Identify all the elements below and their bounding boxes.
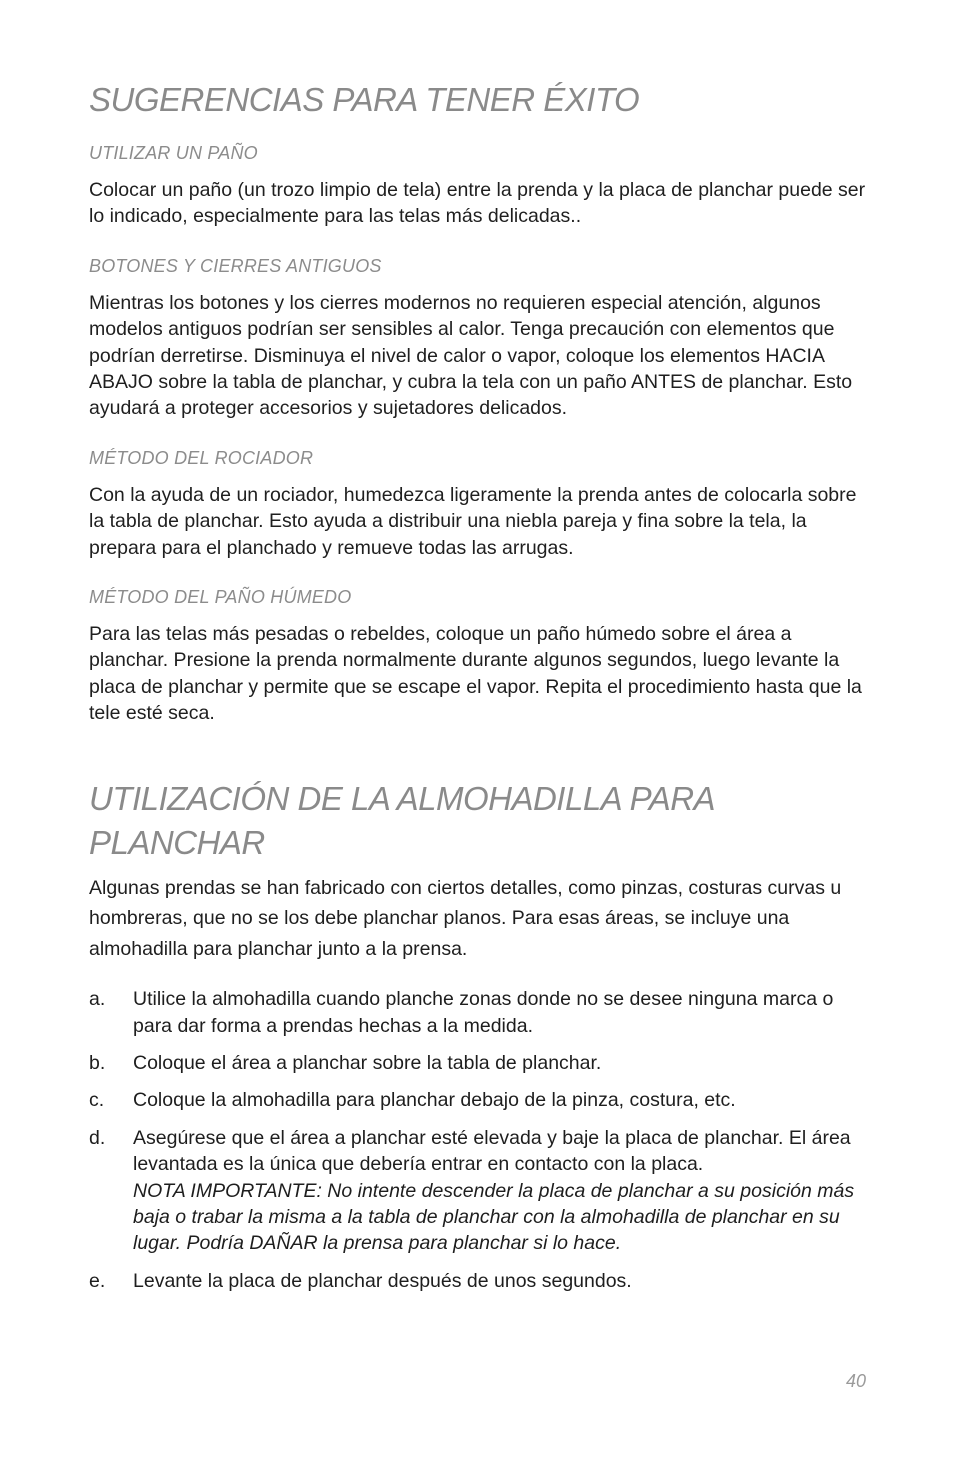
list-marker: b. bbox=[89, 1052, 106, 1074]
steps-list bbox=[89, 986, 875, 1294]
list-marker: c. bbox=[89, 1089, 105, 1112]
list-item-body bbox=[133, 1125, 875, 1257]
paragraph-pad-intro: Algunas prendas se han fabricado con ciertos detalles, como pinzas, costuras curvas u hombreras, que no se los debe planchar planos. Para esas áreas, se incluye una almohadilla para planchar junto a la prensa. bbox=[89, 876, 842, 960]
subheading-cloth: UTILIZAR UN PAÑO bbox=[89, 143, 258, 163]
paragraph-cloth: Colocar un paño (un trozo limpio de tela) entre la prenda y la placa de planchar puede ser lo indicado, especialmente para las telas más delicadas.. bbox=[89, 179, 866, 228]
list-item-text: Coloque la almohadilla para planchar debajo de la pinza, costura, etc. bbox=[133, 1089, 736, 1112]
subheading-damp-cloth: MÉTODO DEL PAÑO HÚMEDO bbox=[89, 587, 352, 608]
list-marker: d. bbox=[89, 1126, 106, 1149]
paragraph-buttons: Mientras los botones y los cierres modernos no requieren especial atención, algunos modelos antiguos podrían ser sensibles al calor. Tenga precaución con elementos que podrían derretirse. Disminuya el nivel de calor o vapor, coloque los elementos HACIA ABAJO sobre la tabla de planchar, y cubra la tela con un paño ANTES de planchar. Esto ayudará a proteger accesorios y sujetadores delicados. bbox=[89, 291, 853, 420]
section-title-tips: SUGERENCIAS PARA TENER ÉXITO bbox=[89, 81, 640, 118]
list-marker: e. bbox=[89, 1269, 106, 1292]
list-item bbox=[89, 1087, 875, 1113]
list-item-text: Asegúrese que el área a planchar esté elevada y baje la placa de planchar. El área levantada es la única que debería entrar en contacto con la placa. bbox=[133, 1126, 851, 1176]
list-item-text: Utilice la almohadilla cuando planche zonas donde no se desee ninguna marca o para dar forma a prendas hechas a la medida. bbox=[133, 988, 834, 1037]
subheading-sprayer: MÉTODO DEL ROCIADOR bbox=[89, 447, 314, 468]
list-item bbox=[89, 1125, 875, 1257]
subheading-buttons: BOTONES Y CIERRES ANTIGUOS bbox=[89, 255, 382, 276]
page-number: 40 bbox=[845, 1371, 866, 1391]
list-item-text: Coloque el área a planchar sobre la tabla de planchar. bbox=[133, 1052, 602, 1074]
list-marker: a. bbox=[89, 988, 106, 1011]
page-content bbox=[89, 78, 875, 1294]
list-item-text: Levante la placa de planchar después de unos segundos. bbox=[133, 1269, 632, 1292]
list-item bbox=[89, 1050, 875, 1076]
list-item bbox=[89, 1268, 875, 1294]
list-item bbox=[89, 986, 875, 1039]
section-title-pad: UTILIZACIÓN DE LA ALMOHADILLA PARA PLANCHAR bbox=[89, 779, 714, 861]
important-note: NOTA IMPORTANTE: No intente descender la placa de planchar a su posición más baja o trabar la misma a la tabla de planchar con la almohadilla de planchar en su lugar. Podría DAÑAR la prensa para planchar si lo hace. bbox=[133, 1179, 855, 1255]
paragraph-damp-cloth: Para las telas más pesadas o rebeldes, coloque un paño húmedo sobre el área a planchar. Presione la prenda normalmente durante algunos segundos, luego levante la placa de planchar y permite que se escape el vapor. Repita el procedimiento hasta que la tele esté seca. bbox=[89, 623, 862, 725]
paragraph-sprayer: Con la ayuda de un rociador, humedezca ligeramente la prenda antes de colocarla sobre la tabla de planchar. Esto ayuda a distribuir una niebla pareja y fina sobre la tela, la prepara para el planchado y remueve todas las arrugas. bbox=[89, 483, 857, 559]
